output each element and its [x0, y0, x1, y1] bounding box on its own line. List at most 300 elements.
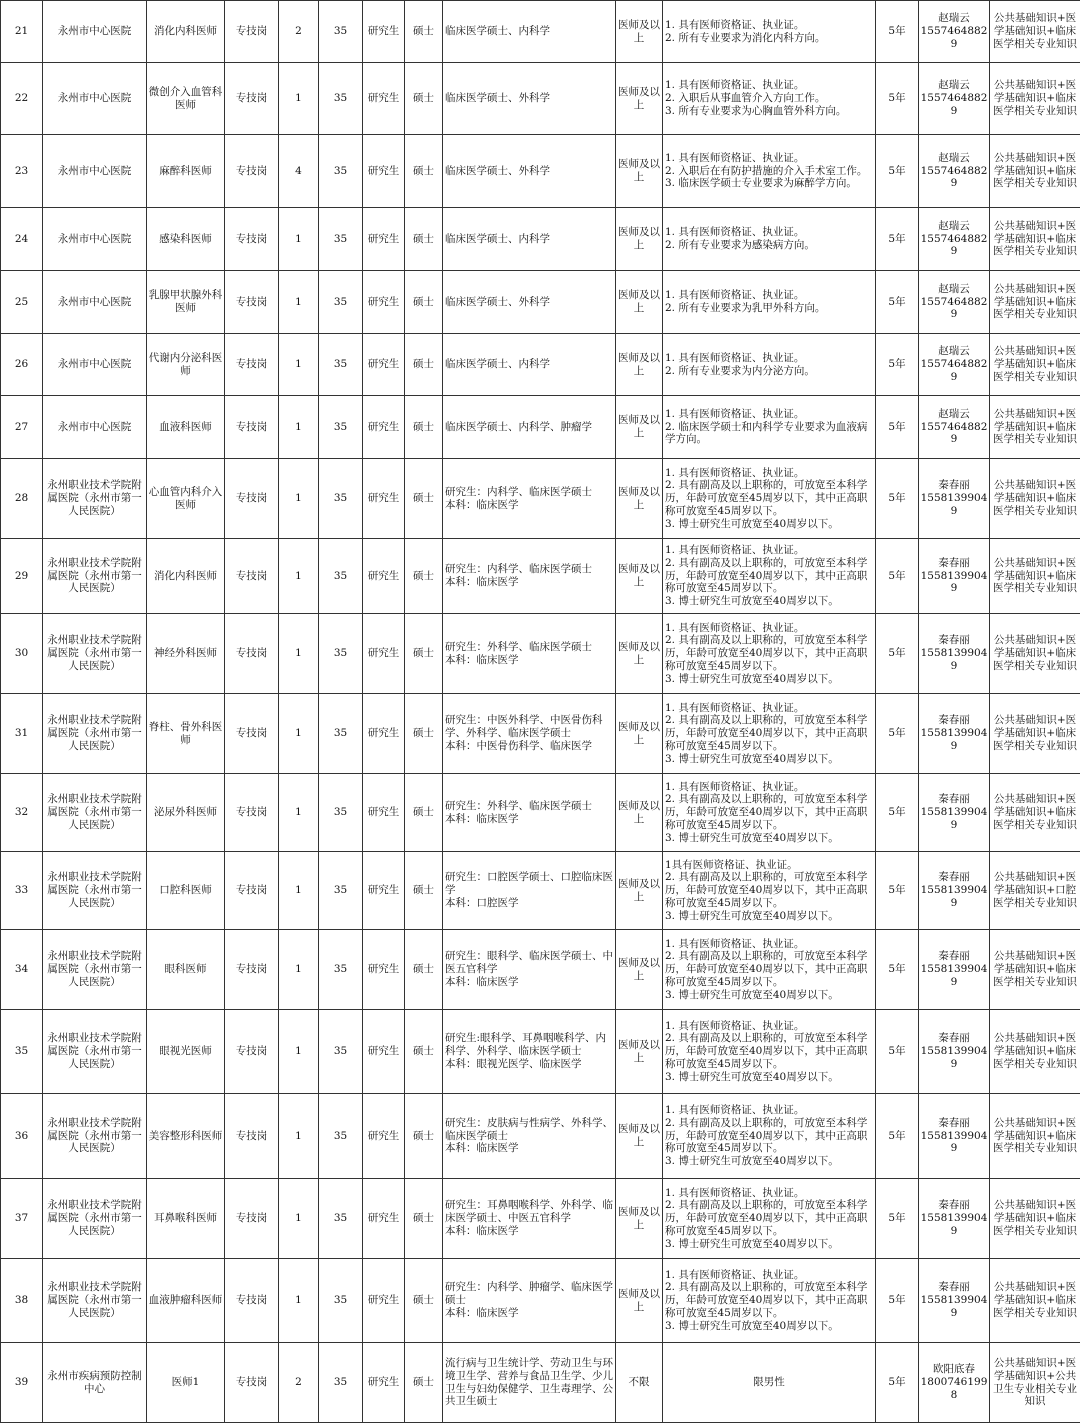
contact-name: 赵瑞云	[920, 220, 988, 233]
position-type-cell: 专技岗	[225, 396, 279, 459]
exam-subject-cell: 公共基础知识+医学基础知识+临床医学相关专业知识	[990, 334, 1080, 396]
major-cell	[443, 1, 616, 63]
contact-phone: 15581399049	[920, 727, 988, 753]
employer-cell: 永州职业技术学院附属医院（永州市第一人民医院）	[43, 1010, 147, 1094]
professional-title-cell: 医师及以上	[616, 396, 663, 459]
table-row	[1, 396, 1080, 459]
exam-subject-cell: 公共基础知识+医学基础知识+口腔医学相关专业知识	[990, 852, 1080, 930]
degree-cell: 硕士	[405, 1343, 443, 1423]
contact-phone: 15581399049	[920, 1212, 988, 1238]
table-row	[1, 135, 1080, 208]
requirements-line: 2. 所有专业要求为消化内科方向。	[665, 32, 874, 45]
table-row	[1, 539, 1080, 614]
major-line: 研究生：口腔医学硕士、口腔临床医学	[445, 871, 614, 897]
major-cell	[443, 208, 616, 271]
major-line: 研究生：皮肤病与性病学、外科学、临床医学硕士	[445, 1117, 614, 1143]
education-cell: 研究生	[363, 334, 405, 396]
table-row	[1, 334, 1080, 396]
position-type-cell: 专技岗	[225, 694, 279, 774]
contact-cell	[919, 1094, 990, 1179]
exam-subject-cell: 公共基础知识+医学基础知识+临床医学相关专业知识	[990, 135, 1080, 208]
contact-cell	[919, 1010, 990, 1094]
major-line: 本科：口腔医学	[445, 897, 614, 910]
max-age-cell: 35	[319, 539, 363, 614]
requirements-line: 1. 具有医师资格证、执业证。	[665, 79, 874, 92]
position-type-cell: 专技岗	[225, 614, 279, 694]
employer-cell: 永州市中心医院	[43, 334, 147, 396]
headcount-cell: 1	[279, 852, 319, 930]
major-line: 研究生：中医外科学、中医骨伤科学、外科学、临床医学硕士	[445, 714, 614, 740]
service-years-cell: 5年	[876, 396, 919, 459]
education-cell: 研究生	[363, 396, 405, 459]
requirements-line: 1. 具有医师资格证、执业证。	[665, 781, 874, 794]
professional-title-cell: 医师及以上	[616, 271, 663, 334]
employer-cell: 永州职业技术学院附属医院（永州市第一人民医院）	[43, 930, 147, 1010]
requirements-line: 2. 所有专业要求为内分泌方向。	[665, 365, 874, 378]
position-cell: 神经外科医师	[147, 614, 225, 694]
major-line: 本科：临床医学	[445, 976, 614, 989]
degree-cell: 硕士	[405, 1259, 443, 1343]
exam-subject-cell: 公共基础知识+医学基础知识+临床医学相关专业知识	[990, 694, 1080, 774]
contact-name: 秦春丽	[920, 1117, 988, 1130]
requirements-line: 3. 博士研究生可放宽至40周岁以下。	[665, 595, 874, 608]
service-years-cell: 5年	[876, 1, 919, 63]
major-cell	[443, 1343, 616, 1423]
major-line: 临床医学硕士、内科学	[445, 233, 614, 246]
contact-name: 秦春丽	[920, 634, 988, 647]
contact-name: 赵瑞云	[920, 79, 988, 92]
exam-subject-cell: 公共基础知识+医学基础知识+临床医学相关专业知识	[990, 271, 1080, 334]
max-age-cell: 35	[319, 774, 363, 852]
requirements-cell	[663, 135, 876, 208]
max-age-cell: 35	[319, 1259, 363, 1343]
professional-title-cell: 医师及以上	[616, 1, 663, 63]
major-cell	[443, 63, 616, 135]
requirements-line: 1. 具有医师资格证、执业证。	[665, 622, 874, 635]
degree-cell: 硕士	[405, 459, 443, 539]
position-type-cell: 专技岗	[225, 1259, 279, 1343]
professional-title-cell: 医师及以上	[616, 539, 663, 614]
row-number-cell: 37	[1, 1179, 43, 1259]
max-age-cell: 35	[319, 459, 363, 539]
requirements-line: 1. 具有医师资格证、执业证。	[665, 1269, 874, 1282]
major-line: 本科：临床医学	[445, 499, 614, 512]
position-cell: 血液科医师	[147, 396, 225, 459]
degree-cell: 硕士	[405, 694, 443, 774]
contact-phone: 15581399049	[920, 1294, 988, 1320]
table-row	[1, 208, 1080, 271]
degree-cell: 硕士	[405, 135, 443, 208]
degree-cell: 硕士	[405, 1010, 443, 1094]
major-cell	[443, 396, 616, 459]
education-cell: 研究生	[363, 459, 405, 539]
position-cell: 消化内科医师	[147, 539, 225, 614]
table-row	[1, 1, 1080, 63]
service-years-cell: 5年	[876, 1094, 919, 1179]
contact-phone: 15581399049	[920, 492, 988, 518]
employer-cell: 永州职业技术学院附属医院（永州市第一人民医院）	[43, 1259, 147, 1343]
headcount-cell: 4	[279, 135, 319, 208]
table-row	[1, 1179, 1080, 1259]
professional-title-cell: 医师及以上	[616, 774, 663, 852]
contact-name: 赵瑞云	[920, 345, 988, 358]
major-line: 研究生:眼科学、耳鼻咽喉科学、内科学、外科学、临床医学硕士	[445, 1032, 614, 1058]
headcount-cell: 1	[279, 539, 319, 614]
position-type-cell: 专技岗	[225, 271, 279, 334]
max-age-cell: 35	[319, 63, 363, 135]
contact-cell	[919, 208, 990, 271]
exam-subject-cell: 公共基础知识+医学基础知识+临床医学相关专业知识	[990, 539, 1080, 614]
professional-title-cell: 医师及以上	[616, 1010, 663, 1094]
headcount-cell: 2	[279, 1343, 319, 1423]
contact-cell	[919, 694, 990, 774]
education-cell: 研究生	[363, 1010, 405, 1094]
major-line: 本科：眼视光医学、临床医学	[445, 1058, 614, 1071]
position-cell: 美容整形科医师	[147, 1094, 225, 1179]
education-cell: 研究生	[363, 614, 405, 694]
major-line: 本科：临床医学	[445, 1307, 614, 1320]
contact-cell	[919, 63, 990, 135]
employer-cell: 永州职业技术学院附属医院（永州市第一人民医院）	[43, 774, 147, 852]
max-age-cell: 35	[319, 208, 363, 271]
requirements-line: 3. 博士研究生可放宽至40周岁以下。	[665, 1155, 874, 1168]
position-cell: 眼视光医师	[147, 1010, 225, 1094]
position-cell: 脊柱、骨外科医师	[147, 694, 225, 774]
exam-subject-cell: 公共基础知识+医学基础知识+临床医学相关专业知识	[990, 1010, 1080, 1094]
professional-title-cell: 医师及以上	[616, 459, 663, 539]
degree-cell: 硕士	[405, 852, 443, 930]
employer-cell: 永州职业技术学院附属医院（永州市第一人民医院）	[43, 852, 147, 930]
position-cell: 耳鼻喉科医师	[147, 1179, 225, 1259]
professional-title-cell: 医师及以上	[616, 334, 663, 396]
requirements-cell	[663, 1343, 876, 1423]
exam-subject-cell: 公共基础知识+医学基础知识+临床医学相关专业知识	[990, 1259, 1080, 1343]
row-number-cell: 32	[1, 774, 43, 852]
requirements-line: 1. 具有医师资格证、执业证。	[665, 1020, 874, 1033]
requirements-line: 3. 博士研究生可放宽至40周岁以下。	[665, 832, 874, 845]
max-age-cell: 35	[319, 334, 363, 396]
major-cell	[443, 539, 616, 614]
education-cell: 研究生	[363, 1094, 405, 1179]
table-row	[1, 1259, 1080, 1343]
position-type-cell: 专技岗	[225, 135, 279, 208]
headcount-cell: 1	[279, 1179, 319, 1259]
exam-subject-cell: 公共基础知识+医学基础知识+临床医学相关专业知识	[990, 614, 1080, 694]
requirements-line: 1. 具有医师资格证、执业证。	[665, 1187, 874, 1200]
degree-cell: 硕士	[405, 1179, 443, 1259]
requirements-line: 1. 具有医师资格证、执业证。	[665, 19, 874, 32]
requirements-cell	[663, 208, 876, 271]
requirements-line: 1. 具有医师资格证、执业证。	[665, 1104, 874, 1117]
headcount-cell: 1	[279, 63, 319, 135]
contact-cell	[919, 614, 990, 694]
requirements-cell	[663, 1094, 876, 1179]
service-years-cell: 5年	[876, 1179, 919, 1259]
position-type-cell: 专技岗	[225, 774, 279, 852]
major-line: 研究生：眼科学、临床医学硕士、中医五官科学	[445, 950, 614, 976]
education-cell: 研究生	[363, 135, 405, 208]
exam-subject-cell: 公共基础知识+医学基础知识+临床医学相关专业知识	[990, 63, 1080, 135]
contact-cell	[919, 852, 990, 930]
major-line: 临床医学硕士、内科学	[445, 358, 614, 371]
contact-phone: 15581399049	[920, 647, 988, 673]
contact-cell	[919, 396, 990, 459]
position-type-cell: 专技岗	[225, 1343, 279, 1423]
contact-phone: 15574648829	[920, 233, 988, 259]
employer-cell: 永州职业技术学院附属医院（永州市第一人民医院）	[43, 1094, 147, 1179]
requirements-line: 1. 具有医师资格证、执业证。	[665, 702, 874, 715]
max-age-cell: 35	[319, 135, 363, 208]
contact-cell	[919, 1, 990, 63]
requirements-cell	[663, 852, 876, 930]
headcount-cell: 2	[279, 1, 319, 63]
max-age-cell: 35	[319, 852, 363, 930]
requirements-line: 1. 具有医师资格证、执业证。	[665, 938, 874, 951]
contact-name: 赵瑞云	[920, 408, 988, 421]
professional-title-cell: 医师及以上	[616, 1179, 663, 1259]
table-row	[1, 852, 1080, 930]
contact-phone: 15574648829	[920, 25, 988, 51]
major-cell	[443, 774, 616, 852]
employer-cell: 永州市中心医院	[43, 208, 147, 271]
employer-cell: 永州职业技术学院附属医院（永州市第一人民医院）	[43, 539, 147, 614]
row-number-cell: 33	[1, 852, 43, 930]
requirements-cell	[663, 930, 876, 1010]
degree-cell: 硕士	[405, 334, 443, 396]
professional-title-cell: 医师及以上	[616, 63, 663, 135]
position-type-cell: 专技岗	[225, 539, 279, 614]
major-cell	[443, 271, 616, 334]
position-cell: 泌尿外科医师	[147, 774, 225, 852]
requirements-line: 2. 具有副高及以上职称的，可放宽至本科学历，年龄可放宽至45周岁以下，其中正高职称可放宽至45周岁以下。	[665, 479, 874, 517]
requirements-line: 1. 具有医师资格证、执业证。	[665, 352, 874, 365]
major-line: 研究生：外科学、临床医学硕士	[445, 641, 614, 654]
max-age-cell: 35	[319, 271, 363, 334]
education-cell: 研究生	[363, 63, 405, 135]
requirements-cell	[663, 539, 876, 614]
position-type-cell: 专技岗	[225, 930, 279, 1010]
service-years-cell: 5年	[876, 930, 919, 1010]
requirements-line: 2. 具有副高及以上职称的，可放宽至本科学历，年龄可放宽至40周岁以下，其中正高职称可放宽至45周岁以下。	[665, 793, 874, 831]
degree-cell: 硕士	[405, 614, 443, 694]
requirements-line: 1. 具有医师资格证、执业证。	[665, 152, 874, 165]
major-line: 临床医学硕士、内科学	[445, 25, 614, 38]
contact-phone: 15574648829	[920, 296, 988, 322]
major-line: 本科：临床医学	[445, 576, 614, 589]
requirements-line: 2. 具有副高及以上职称的，可放宽至本科学历，年龄可放宽至40周岁以下，其中正高职称可放宽至45周岁以下。	[665, 634, 874, 672]
professional-title-cell: 医师及以上	[616, 1094, 663, 1179]
headcount-cell: 1	[279, 1010, 319, 1094]
position-cell: 心血管内科介入医师	[147, 459, 225, 539]
education-cell: 研究生	[363, 1179, 405, 1259]
major-line: 本科：中医骨伤科学、临床医学	[445, 740, 614, 753]
max-age-cell: 35	[319, 1010, 363, 1094]
major-cell	[443, 135, 616, 208]
contact-name: 秦春丽	[920, 871, 988, 884]
requirements-line: 3. 博士研究生可放宽至40周岁以下。	[665, 1238, 874, 1251]
position-cell: 口腔科医师	[147, 852, 225, 930]
contact-phone: 15581399049	[920, 963, 988, 989]
requirements-line: 2. 具有副高及以上职称的，可放宽至本科学历，年龄可放宽至40周岁以下，其中正高职称可放宽至45周岁以下。	[665, 1117, 874, 1155]
requirements-cell	[663, 334, 876, 396]
major-line: 研究生：耳鼻咽喉科学、外科学、临床医学硕士、中医五官科学	[445, 1199, 614, 1225]
degree-cell: 硕士	[405, 271, 443, 334]
professional-title-cell: 医师及以上	[616, 208, 663, 271]
max-age-cell: 35	[319, 1094, 363, 1179]
contact-phone: 15581399049	[920, 570, 988, 596]
service-years-cell: 5年	[876, 539, 919, 614]
row-number-cell: 30	[1, 614, 43, 694]
degree-cell: 硕士	[405, 930, 443, 1010]
major-line: 研究生：内科学、临床医学硕士	[445, 486, 614, 499]
contact-name: 赵瑞云	[920, 283, 988, 296]
row-number-cell: 23	[1, 135, 43, 208]
requirements-line: 3. 博士研究生可放宽至40周岁以下。	[665, 518, 874, 531]
requirements-line: 3. 博士研究生可放宽至40周岁以下。	[665, 673, 874, 686]
table-row	[1, 1010, 1080, 1094]
position-cell: 感染科医师	[147, 208, 225, 271]
employer-cell: 永州市中心医院	[43, 271, 147, 334]
degree-cell: 硕士	[405, 208, 443, 271]
contact-phone: 15574648829	[920, 92, 988, 118]
major-cell	[443, 1010, 616, 1094]
table-row	[1, 459, 1080, 539]
table-row	[1, 694, 1080, 774]
professional-title-cell: 医师及以上	[616, 694, 663, 774]
education-cell: 研究生	[363, 271, 405, 334]
degree-cell: 硕士	[405, 63, 443, 135]
requirements-line: 3. 所有专业要求为心胸血管外科方向。	[665, 105, 874, 118]
exam-subject-cell: 公共基础知识+医学基础知识+临床医学相关专业知识	[990, 1179, 1080, 1259]
table-row	[1, 271, 1080, 334]
major-line: 本科：临床医学	[445, 1142, 614, 1155]
major-line: 研究生：内科学、肿瘤学、临床医学硕士	[445, 1281, 614, 1307]
headcount-cell: 1	[279, 334, 319, 396]
row-number-cell: 21	[1, 1, 43, 63]
service-years-cell: 5年	[876, 271, 919, 334]
headcount-cell: 1	[279, 1259, 319, 1343]
education-cell: 研究生	[363, 930, 405, 1010]
contact-name: 秦春丽	[920, 714, 988, 727]
service-years-cell: 5年	[876, 208, 919, 271]
position-type-cell: 专技岗	[225, 334, 279, 396]
service-years-cell: 5年	[876, 334, 919, 396]
max-age-cell: 35	[319, 930, 363, 1010]
major-cell	[443, 852, 616, 930]
requirements-line: 2. 具有副高及以上职称的，可放宽至本科学历，年龄可放宽至40周岁以下，其中正高职称可放宽至45周岁以下。	[665, 1199, 874, 1237]
row-number-cell: 36	[1, 1094, 43, 1179]
max-age-cell: 35	[319, 694, 363, 774]
contact-phone: 15581399049	[920, 884, 988, 910]
exam-subject-cell: 公共基础知识+医学基础知识+临床医学相关专业知识	[990, 1, 1080, 63]
headcount-cell: 1	[279, 930, 319, 1010]
requirements-line: 3. 博士研究生可放宽至40周岁以下。	[665, 1071, 874, 1084]
contact-phone: 15581399049	[920, 1045, 988, 1071]
requirements-line: 2. 入职后从事血管介入方向工作。	[665, 92, 874, 105]
position-cell: 血液肿瘤科医师	[147, 1259, 225, 1343]
contact-cell	[919, 1179, 990, 1259]
major-cell	[443, 1259, 616, 1343]
requirements-line: 1. 具有医师资格证、执业证。	[665, 289, 874, 302]
row-number-cell: 39	[1, 1343, 43, 1423]
requirements-line: 2. 具有副高及以上职称的，可放宽至本科学历，年龄可放宽至40周岁以下，其中正高职称可放宽至45周岁以下。	[665, 871, 874, 909]
requirements-line: 1. 具有医师资格证、执业证。	[665, 467, 874, 480]
contact-name: 赵瑞云	[920, 152, 988, 165]
major-line: 临床医学硕士、内科学、肿瘤学	[445, 421, 614, 434]
education-cell: 研究生	[363, 539, 405, 614]
service-years-cell: 5年	[876, 774, 919, 852]
professional-title-cell: 医师及以上	[616, 1259, 663, 1343]
requirements-line: 2. 临床医学硕士和内科学专业要求为血液病学方向。	[665, 421, 874, 447]
contact-name: 秦春丽	[920, 1032, 988, 1045]
education-cell: 研究生	[363, 852, 405, 930]
table-row	[1, 1094, 1080, 1179]
table-row	[1, 1343, 1080, 1423]
contact-cell	[919, 459, 990, 539]
requirements-line: 3. 博士研究生可放宽至40周岁以下。	[665, 989, 874, 1002]
employer-cell: 永州市中心医院	[43, 1, 147, 63]
position-cell: 乳腺甲状腺外科医师	[147, 271, 225, 334]
table-row	[1, 63, 1080, 135]
exam-subject-cell: 公共基础知识+医学基础知识+临床医学相关专业知识	[990, 208, 1080, 271]
service-years-cell: 5年	[876, 852, 919, 930]
service-years-cell: 5年	[876, 1010, 919, 1094]
requirements-cell	[663, 774, 876, 852]
contact-name: 欧阳底春	[920, 1363, 988, 1376]
position-type-cell: 专技岗	[225, 63, 279, 135]
service-years-cell: 5年	[876, 1343, 919, 1423]
exam-subject-cell: 公共基础知识+医学基础知识+公共卫生专业相关专业知识	[990, 1343, 1080, 1423]
requirements-line: 2. 入职后在有防护措施的介入手术室工作。	[665, 165, 874, 178]
service-years-cell: 5年	[876, 614, 919, 694]
degree-cell: 硕士	[405, 1, 443, 63]
contact-phone: 15574648829	[920, 421, 988, 447]
employer-cell: 永州市疾病预防控制中心	[43, 1343, 147, 1423]
requirements-line: 1. 具有医师资格证、执业证。	[665, 408, 874, 421]
service-years-cell: 5年	[876, 135, 919, 208]
contact-phone: 18007461998	[920, 1376, 988, 1402]
headcount-cell: 1	[279, 614, 319, 694]
degree-cell: 硕士	[405, 539, 443, 614]
requirements-cell	[663, 459, 876, 539]
row-number-cell: 34	[1, 930, 43, 1010]
major-cell	[443, 459, 616, 539]
professional-title-cell: 不限	[616, 1343, 663, 1423]
professional-title-cell: 医师及以上	[616, 930, 663, 1010]
service-years-cell: 5年	[876, 1259, 919, 1343]
employer-cell: 永州职业技术学院附属医院（永州市第一人民医院）	[43, 694, 147, 774]
headcount-cell: 1	[279, 459, 319, 539]
requirements-line: 2. 所有专业要求为乳甲外科方向。	[665, 302, 874, 315]
requirements-line: 2. 具有副高及以上职称的，可放宽至本科学历，年龄可放宽至40周岁以下，其中正高职称可放宽至45周岁以下。	[665, 950, 874, 988]
exam-subject-cell: 公共基础知识+医学基础知识+临床医学相关专业知识	[990, 396, 1080, 459]
major-line: 本科：临床医学	[445, 813, 614, 826]
major-cell	[443, 1179, 616, 1259]
position-cell: 麻醉科医师	[147, 135, 225, 208]
requirements-line: 1. 具有医师资格证、执业证。	[665, 226, 874, 239]
table-body	[1, 1, 1080, 1423]
max-age-cell: 35	[319, 1343, 363, 1423]
contact-cell	[919, 774, 990, 852]
requirements-line: 2. 具有副高及以上职称的，可放宽至本科学历，年龄可放宽至40周岁以下，其中正高职称可放宽至45周岁以下。	[665, 1281, 874, 1319]
contact-phone: 15574648829	[920, 165, 988, 191]
row-number-cell: 29	[1, 539, 43, 614]
contact-cell	[919, 271, 990, 334]
position-type-cell: 专技岗	[225, 1, 279, 63]
major-cell	[443, 930, 616, 1010]
service-years-cell: 5年	[876, 459, 919, 539]
education-cell: 研究生	[363, 694, 405, 774]
